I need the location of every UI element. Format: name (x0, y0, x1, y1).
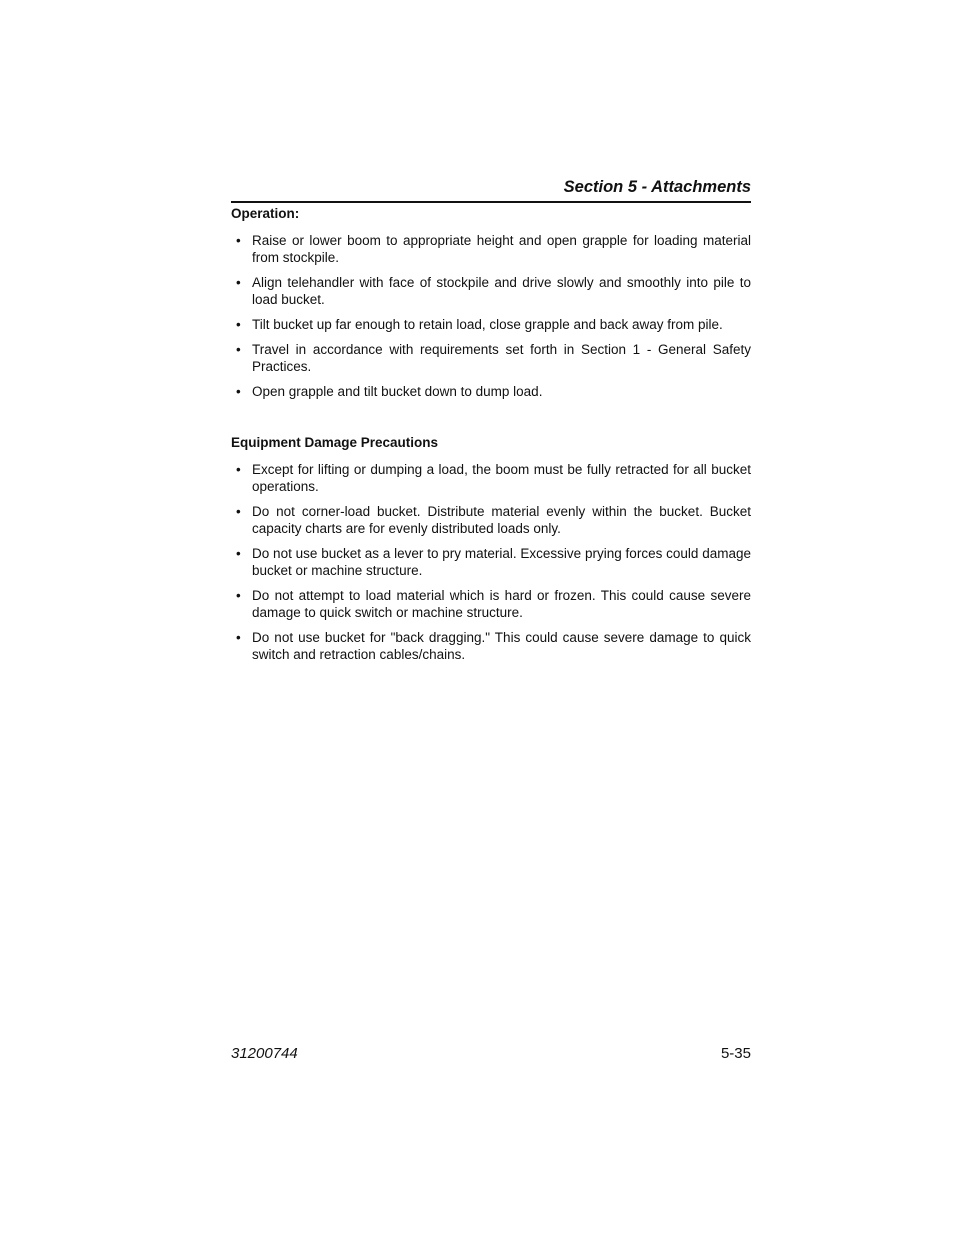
list-item (231, 274, 751, 308)
list-item (231, 587, 751, 621)
bullet-icon: • (236, 275, 241, 290)
list-item-text: Do not use bucket for "back dragging." This could cause severe damage to quick switch and retraction cables/chains. (252, 630, 751, 662)
list-item (231, 503, 751, 537)
equipment-damage-heading: Equipment Damage Precautions (231, 435, 439, 450)
list-item-text: Do not use bucket as a lever to pry material. Excessive prying forces could damage bucket or machine structure. (252, 546, 751, 578)
equipment-damage-section (231, 434, 751, 671)
page-header (231, 176, 751, 203)
bullet-icon: • (236, 630, 241, 645)
equipment-damage-list (231, 461, 751, 663)
bullet-icon: • (236, 384, 241, 399)
bullet-icon: • (236, 342, 241, 357)
list-item (231, 316, 751, 333)
list-item-text: Align telehandler with face of stockpile and drive slowly and smoothly into pile to load bucket. (252, 275, 751, 307)
bullet-icon: • (236, 588, 241, 603)
operation-list (231, 232, 751, 400)
list-item (231, 383, 751, 400)
list-item-text: Raise or lower boom to appropriate height and open grapple for loading material from stockpile. (252, 233, 751, 265)
document-number: 31200744 (231, 1045, 298, 1062)
list-item (231, 341, 751, 375)
list-item-text: Tilt bucket up far enough to retain load, close grapple and back away from pile. (252, 317, 723, 332)
bullet-icon: • (236, 462, 241, 477)
page-number: 5-35 (720, 1045, 751, 1062)
list-item (231, 545, 751, 579)
bullet-icon: • (236, 504, 241, 519)
list-item-text: Open grapple and tilt bucket down to dump load. (252, 384, 543, 399)
list-item-text: Do not corner-load bucket. Distribute material evenly within the bucket. Bucket capacity charts are for evenly distributed loads only. (252, 504, 751, 536)
operation-heading: Operation: (231, 206, 300, 221)
list-item (231, 629, 751, 663)
list-item (231, 461, 751, 495)
bullet-icon: • (236, 546, 241, 561)
section-title: Section 5 - Attachments (563, 178, 751, 196)
list-item (231, 232, 751, 266)
list-item-text: Travel in accordance with requirements set forth in Section 1 - General Safety Practices. (252, 342, 751, 374)
list-item-text: Except for lifting or dumping a load, the boom must be fully retracted for all bucket operations. (252, 462, 751, 494)
operation-section (231, 205, 751, 408)
bullet-icon: • (236, 233, 241, 248)
bullet-icon: • (236, 317, 241, 332)
list-item-text: Do not attempt to load material which is hard or frozen. This could cause severe damage to quick switch or machine structure. (252, 588, 751, 620)
